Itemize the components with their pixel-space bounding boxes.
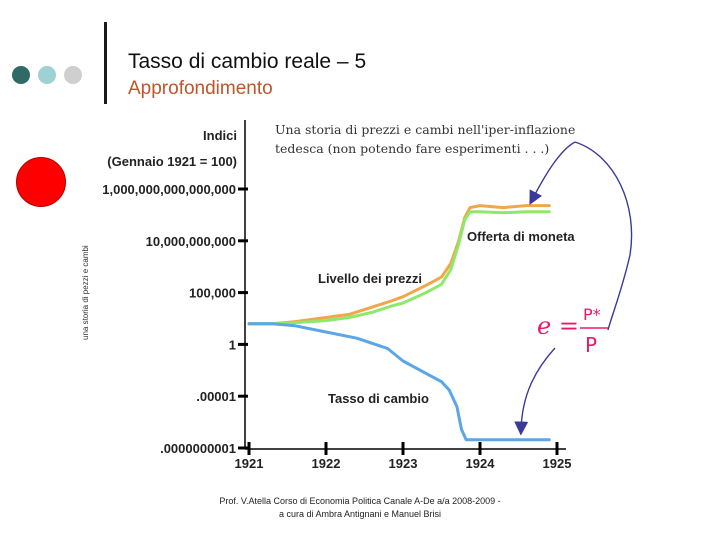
x-tick-label: 1924 <box>465 456 495 471</box>
annotation-cambio: Tasso di cambio <box>328 391 429 406</box>
footer-line-1: Prof. V.Atella Corso di Economia Politica Canale A-De a/a 2008-2009 - <box>219 496 501 506</box>
arrow-to-exchange <box>521 348 555 430</box>
series-line-2 <box>249 324 549 440</box>
annotation-offerta: Offerta di moneta <box>467 229 575 244</box>
annotation-prezzi: Livello dei prezzi <box>318 271 423 286</box>
footer-line-2: a cura di Ambra Antignani e Manuel Brisi <box>278 509 442 519</box>
arrow-to-money <box>575 142 632 330</box>
y-tick-label: 1,000,000,000,000,000 <box>102 182 236 197</box>
slide-subtitle: Approfondimento <box>128 78 273 99</box>
x-ticks <box>235 442 572 471</box>
chart-note-line1: Una storia di prezzi e cambi nell'iper-inflazione <box>275 122 576 137</box>
y-tick-label: 100,000 <box>189 285 236 301</box>
chart-subtitle: (Gennaio 1921 = 100) <box>107 154 237 169</box>
x-tick-label: 1921 <box>234 456 264 471</box>
x-tick-label: 1922 <box>311 456 341 471</box>
series-line-0 <box>249 206 549 324</box>
side-label: una storia di pezzi e cambi <box>81 245 90 340</box>
y-tick-label: .00001 <box>196 389 236 405</box>
formula-denominator: P <box>585 333 598 357</box>
footer <box>0 495 720 521</box>
y-tick-label: .0000000001 <box>160 441 236 456</box>
y-tick-label: 1 <box>228 337 236 353</box>
formula-lhs: e = <box>537 312 579 340</box>
formula-numerator: P* <box>583 305 601 324</box>
chart-note-line2: tedesca (non potendo fare esperimenti . . .) <box>275 141 550 156</box>
chart-title: Indici <box>203 128 237 143</box>
slide-title: Tasso di cambio reale – 5 <box>128 50 367 73</box>
y-ticks <box>102 182 248 456</box>
x-tick-label: 1925 <box>542 456 572 471</box>
y-tick-label: 10,000,000,000 <box>145 233 236 249</box>
x-tick-label: 1923 <box>388 456 418 471</box>
